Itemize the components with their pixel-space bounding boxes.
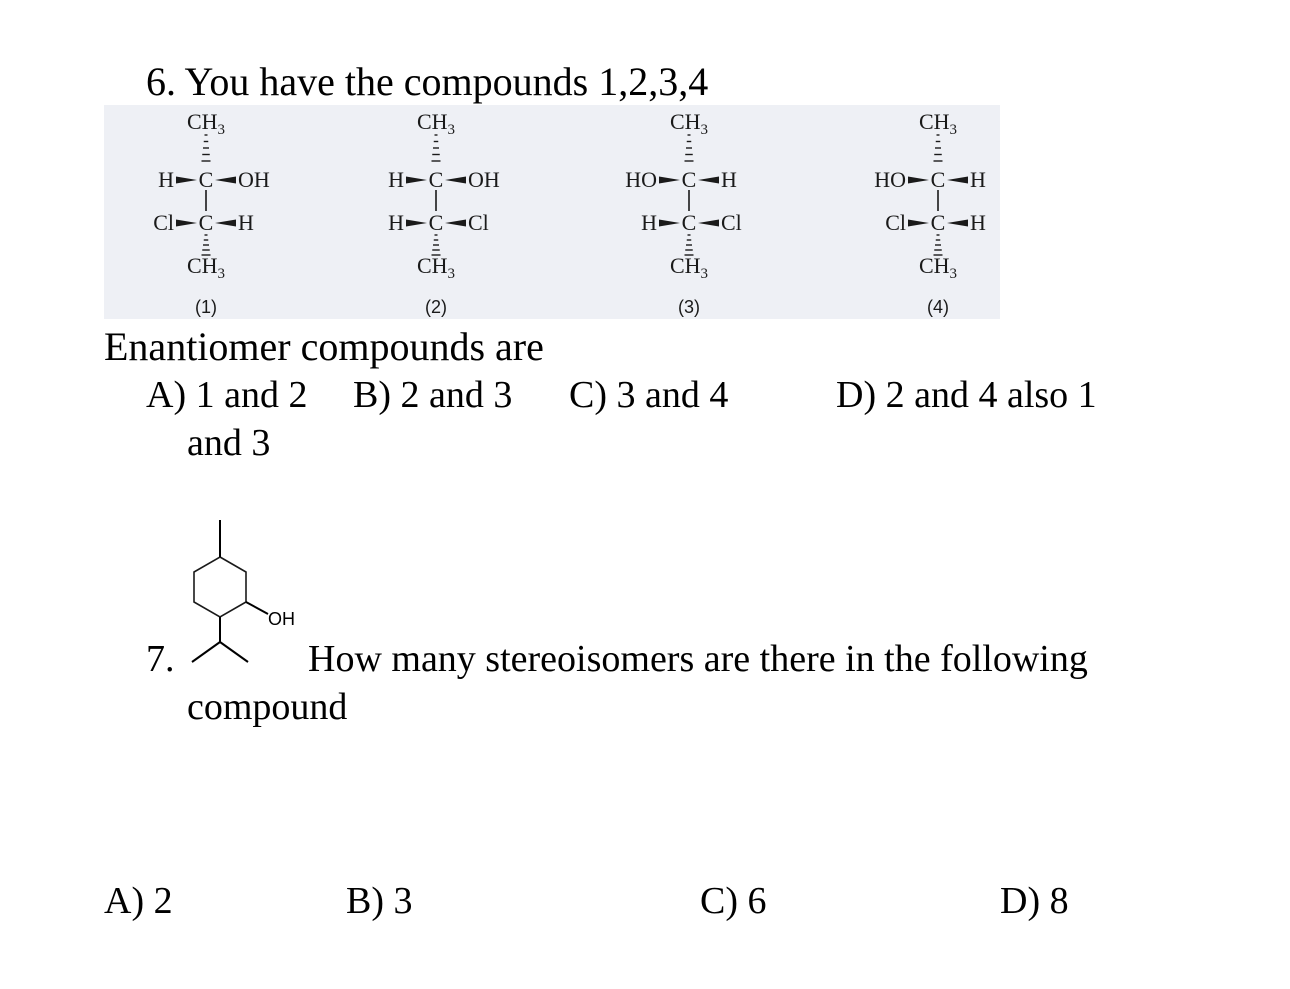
q6-option-a[interactable]: A) 1 and 2	[146, 374, 308, 416]
fischer-structure-2	[388, 109, 500, 317]
hashed-bond-top	[202, 135, 211, 161]
cyclohexane-ring	[194, 557, 246, 617]
isopropyl-right-methyl	[220, 642, 248, 662]
wedge-bond	[445, 220, 466, 227]
q6-option-d[interactable]: D) 2 and 4 also 1	[836, 374, 1097, 416]
wedge-bond	[406, 177, 427, 184]
hashed-bond-top	[934, 135, 943, 161]
bottom-methyl-label: $CH_3$	[918, 253, 958, 282]
q6-option-c[interactable]: C) 3 and 4	[569, 374, 729, 416]
q6-option-d-continued: and 3	[187, 422, 271, 464]
wedge-bond	[176, 220, 197, 227]
q7-option-a[interactable]: A) 2	[104, 880, 173, 922]
row1-right-substituent: OH	[238, 167, 270, 192]
carbon-2-label: C	[681, 210, 697, 235]
wedge-bond	[908, 177, 929, 184]
row1-left-substituent: H	[158, 167, 174, 192]
hashed-bond-top	[685, 135, 694, 161]
question-7-text: How many stereoisomers are there in the following	[308, 638, 1088, 680]
oh-label: OH	[268, 609, 295, 629]
row2-right-substituent: Cl	[468, 210, 489, 235]
top-methyl-label: $CH_3$	[416, 109, 456, 138]
wedge-bond	[176, 177, 197, 184]
top-methyl-label: $CH_3$	[669, 109, 709, 138]
row2-right-substituent: H	[970, 210, 986, 235]
q6-option-b[interactable]: B) 2 and 3	[353, 374, 513, 416]
hashed-bond-bottom	[934, 235, 943, 255]
wedge-bond	[659, 177, 680, 184]
wedge-bond	[947, 220, 968, 227]
row2-left-substituent: Cl	[885, 210, 906, 235]
menthol-skeletal-structure	[180, 510, 320, 670]
fischer-structure-3	[625, 109, 742, 317]
wedge-bond	[445, 177, 466, 184]
carbon-1-label: C	[198, 167, 214, 192]
carbon-2-label: C	[198, 210, 214, 235]
bottom-methyl-label: $CH_3$	[416, 253, 456, 282]
row2-left-substituent: Cl	[153, 210, 174, 235]
q7-option-b[interactable]: B) 3	[346, 880, 413, 922]
isopropyl-left-methyl	[192, 642, 220, 662]
wedge-bond	[406, 220, 427, 227]
row2-left-substituent: H	[388, 210, 404, 235]
row2-right-substituent: H	[238, 210, 254, 235]
structure-label: (2)	[425, 297, 447, 317]
row1-right-substituent: H	[970, 167, 986, 192]
carbon-2-label: C	[428, 210, 444, 235]
oh-bond	[246, 602, 268, 614]
wedge-bond	[947, 177, 968, 184]
wedge-bond	[698, 177, 719, 184]
row1-left-substituent: H	[388, 167, 404, 192]
hashed-bond-bottom	[202, 235, 211, 255]
wedge-bond	[215, 177, 236, 184]
hashed-bond-bottom	[685, 235, 694, 255]
fischer-structure-1	[153, 109, 270, 317]
row1-right-substituent: H	[721, 167, 737, 192]
hashed-bond-top	[432, 135, 441, 161]
carbon-1-label: C	[930, 167, 946, 192]
carbon-1-label: C	[428, 167, 444, 192]
carbon-1-label: C	[681, 167, 697, 192]
hashed-bond-bottom	[432, 235, 441, 255]
question-6-title: 6. You have the compounds 1,2,3,4	[146, 59, 709, 104]
top-methyl-label: $CH_3$	[186, 109, 226, 138]
row2-right-substituent: Cl	[721, 210, 742, 235]
bottom-methyl-label: $CH_3$	[669, 253, 709, 282]
row1-left-substituent: HO	[874, 167, 906, 192]
fischer-projections	[104, 105, 1000, 319]
question-7-text-continued: compound	[187, 686, 348, 728]
q7-option-d[interactable]: D) 8	[1000, 880, 1069, 922]
row1-right-substituent: OH	[468, 167, 500, 192]
fischer-structures-panel	[104, 105, 1000, 319]
top-methyl-label: $CH_3$	[918, 109, 958, 138]
wedge-bond	[659, 220, 680, 227]
row1-left-substituent: HO	[625, 167, 657, 192]
question-6-prompt: Enantiomer compounds are	[104, 324, 544, 369]
structure-label: (4)	[927, 297, 949, 317]
wedge-bond	[908, 220, 929, 227]
fischer-structure-4	[874, 109, 986, 317]
carbon-2-label: C	[930, 210, 946, 235]
structure-label: (1)	[195, 297, 217, 317]
structure-label: (3)	[678, 297, 700, 317]
wedge-bond	[698, 220, 719, 227]
q7-option-c[interactable]: C) 6	[700, 880, 767, 922]
wedge-bond	[215, 220, 236, 227]
row2-left-substituent: H	[641, 210, 657, 235]
question-7-number: 7.	[146, 638, 175, 680]
bottom-methyl-label: $CH_3$	[186, 253, 226, 282]
